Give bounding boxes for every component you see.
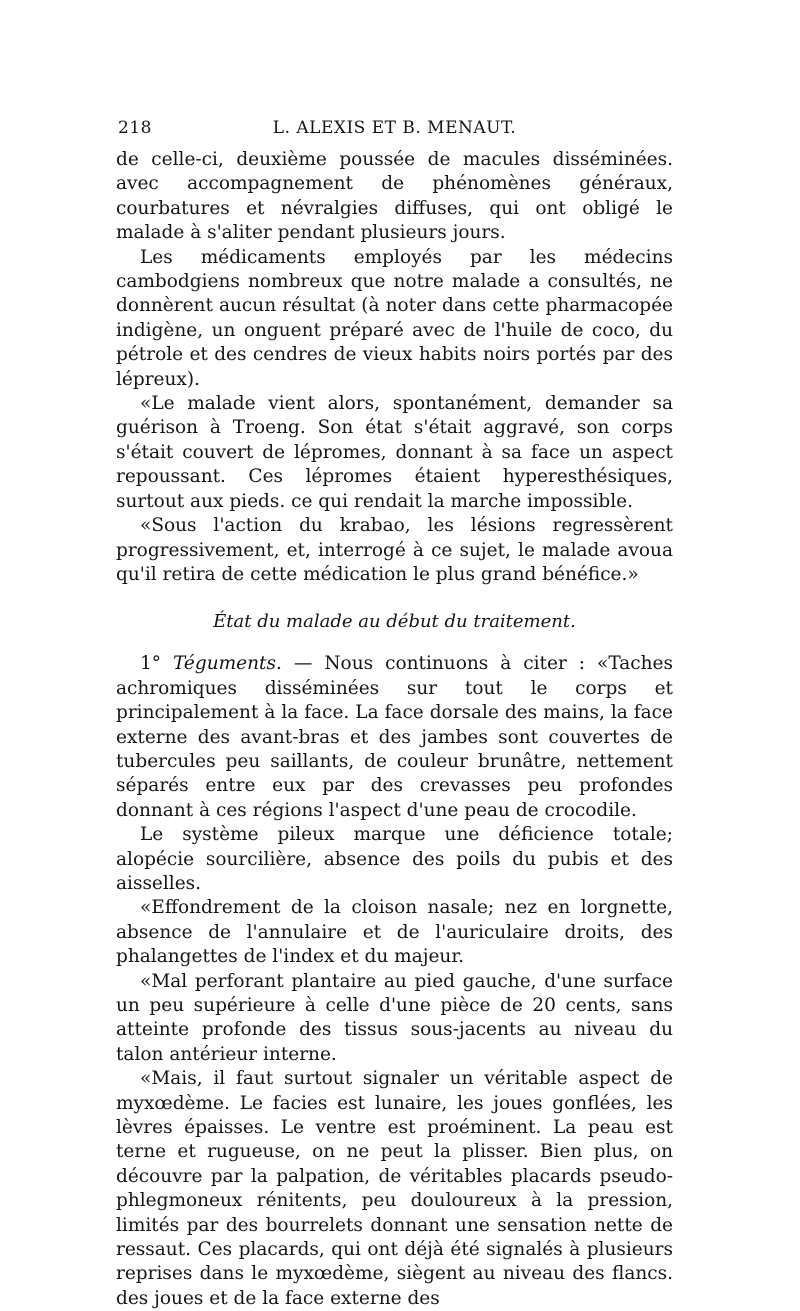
- paragraph-continuation: de celle-ci, deuxième poussée de macules disséminées. avec accompagnement de phénomènes généraux, courbatures et névralgies diffuses, qui ont obligé le malade à s'aliter pendant plusieurs jours.: [116, 149, 673, 244]
- item-text: — Nous continuons à citer : «Taches achromiques disséminées sur tout le corps et principalement à la face. La face dorsale des mains, la face externe des avant-bras et des jambes sont couvertes de tubercules peu saillants, de couleur brunâtre, nettement séparés entre eux par des crevasses peu profondes donnant à ces régions l'aspect d'une peau de crocodile.: [116, 653, 673, 821]
- page-number: 218: [118, 118, 152, 138]
- paragraph-pileux: Le système pileux marque une déficience totale; alopécie sourcilière, absence des poils du pubis et des aisselles.: [116, 824, 673, 894]
- paragraph-myxoedeme: «Mais, il faut surtout signaler un véritable aspect de myxœdème. Le facies est lunaire, les joues gonflées, les lèvres épaisses. Le ventre est proéminent. La peau est terne et rugueuse, on ne peut la plisser. Bien plus, on découvre par la palpation, de véritables placards pseudo-phlegmoneux rénitents, peu douloureux à la pression, limités par des bourrelets donnant une sensation nette de ressaut. Ces placards, qui ont déjà été signalés à plusieurs reprises dans le myxœdème, siègent au niveau des flancs. des joues et de la face externe des: [116, 1068, 673, 1309]
- paragraph-nasale: «Effondrement de la cloison nasale; nez en lorgnette, absence de l'annulaire et de l'auriculaire droits, des phalangettes de l'index et du majeur.: [116, 897, 673, 968]
- paragraph-krabao: «Sous l'action du krabao, les lésions regressèrent progressivement, et, interrogé à ce sujet, le malade avoua qu'il retira de cette médication le plus grand bénéfice.»: [116, 515, 673, 585]
- paragraph-medications: Les médicaments employés par les médecins cambodgiens nombreux que notre malade a consultés, ne donnèrent aucun résultat (à noter dans cette pharmacopée indigène, un onguent préparé avec de l'huile de coco, du pétrole et des cendres de vieux habits noirs portés par des lépreux).: [116, 246, 673, 390]
- paragraph-mal-perforant: «Mal perforant plantaire au pied gauche, d'une surface un peu supérieure à celle d'une pièce de 20 cents, sans atteinte profonde des tissus sous-jacents au niveau du talon antérieur interne.: [116, 970, 673, 1065]
- item-prefix: 1°: [140, 653, 174, 675]
- running-title: L. ALEXIS ET B. MENAUT.: [272, 118, 517, 138]
- section-title: État du malade au début du traitement.: [213, 611, 576, 633]
- item-label: Téguments.: [173, 653, 282, 675]
- paragraph-troeng: «Le malade vient alors, spontanément, demander sa guérison à Troeng. Son état s'était aggravé, son corps s'était couvert de lépromes, donnant à sa face un aspect repoussant. Ces lépromes étaient hyperesthésiques, surtout aux pieds. ce qui rendait la marche impossible.: [116, 393, 673, 512]
- body-text: [116, 148, 673, 1311]
- page-header: [116, 118, 673, 148]
- paragraph-teguments: [116, 652, 673, 823]
- book-page: [116, 118, 673, 1311]
